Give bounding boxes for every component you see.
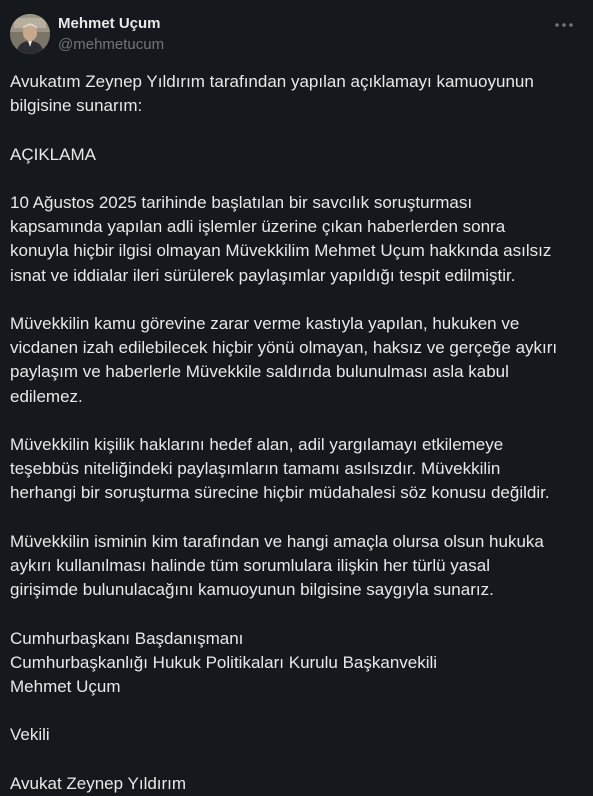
tweet-paragraph-heading: AÇIKLAMA — [10, 144, 96, 164]
author-handle[interactable]: @mehmetucum — [58, 36, 165, 53]
tweet-paragraph-2: Müvekkilin kamu görevine zarar verme kastıyla yapılan, hukuken ve vicdanen izah edilebilecek hiçbir yönü olmayan, haksız ve gerçeğe aykırı paylaşım ve haberlerle Müvekkile saldırıda bulunulması asla kabul edilemez. — [10, 313, 558, 406]
tweet-paragraph-intro: Avukatım Zeynep Yıldırım tarafından yapılan açıklamayı kamuoyunun bilgisine sunarım: — [10, 72, 534, 116]
tweet-signature-title: Cumhurbaşkanı Başdanışmanı Cumhurbaşkanlığı Hukuk Politikaları Kurulu Başkanvekili Mehmet Uçum — [10, 628, 438, 696]
tweet-signature-lawyer: Avukat Zeynep Yıldırım — [10, 773, 187, 793]
tweet-signature-vekili: Vekili — [10, 725, 50, 745]
avatar[interactable] — [10, 14, 50, 54]
tweet-paragraph-4: Müvekkilin isminin kim tarafından ve hangi amaçla olursa olsun hukuka aykırı kullanılması halinde tüm sorumlulara ilişkin her türlü yasal girişimde bulunulacağını kamuoyunun bilgisine saygıyla sunarız. — [10, 531, 544, 600]
author-names — [58, 14, 164, 55]
author-display-name[interactable]: Mehmet Uçum — [58, 15, 161, 32]
tweet-header — [10, 12, 583, 56]
tweet-text — [10, 70, 585, 796]
avatar-image — [10, 14, 50, 54]
tweet-paragraph-1: 10 Ağustos 2025 tarihinde başlatılan bir savcılık soruşturması kapsamında yapılan adli işlemler üzerine çıkan haberlerden sonra konuyla hiçbir ilgisi olmayan Müvekkilim Mehmet Uçum hakkında asılsız isnat ve iddialar ileri sürülerek paylaşımlar yapıldığı tespit edilmiştir. — [10, 192, 552, 285]
more-horizontal-icon — [553, 14, 575, 36]
tweet-paragraph-3: Müvekkilin kişilik haklarını hedef alan, adil yargılamayı etkilemeye teşebbüs niteliğindeki paylaşımların tamamı asılsızdır. Müvekkilin herhangi bir soruşturma sürecine hiçbir müdahalesi söz konusu değildir. — [10, 434, 550, 503]
more-options-button[interactable] — [553, 14, 575, 36]
